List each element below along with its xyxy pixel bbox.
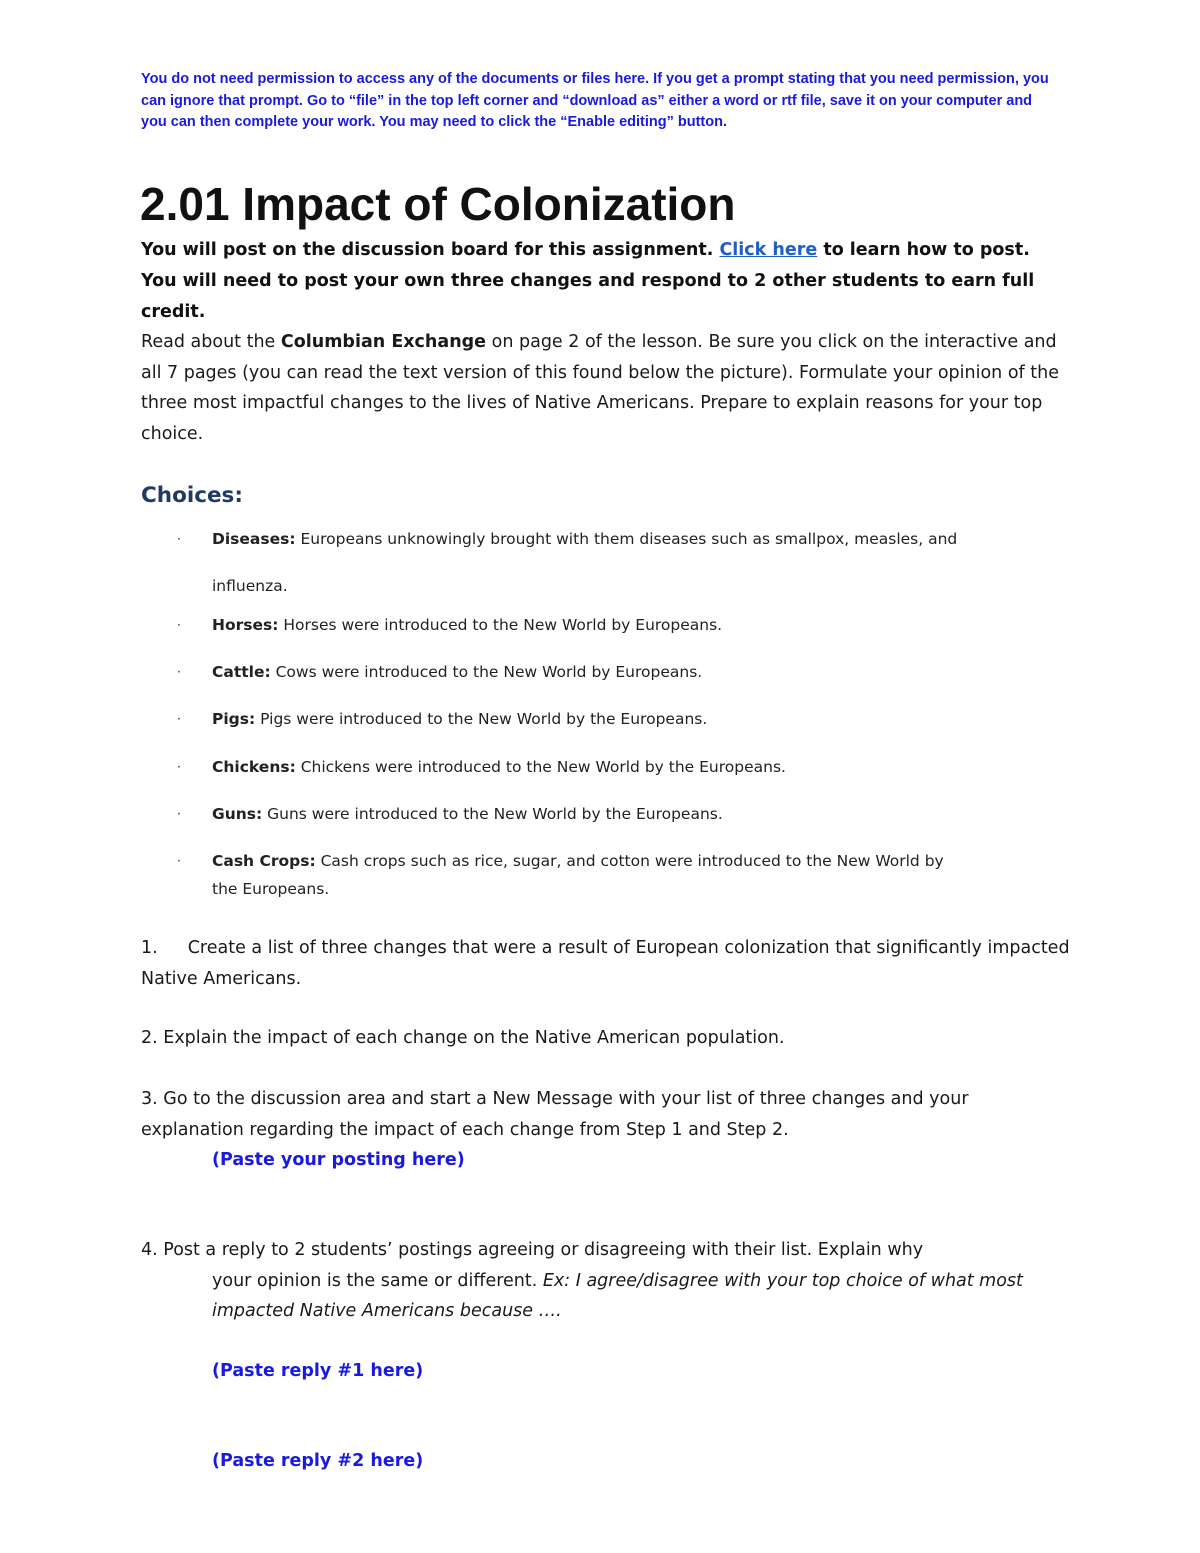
step-4-first-line: 4. Post a reply to 2 students’ postings agreeing or disagreeing with their list. Explain why (141, 1240, 924, 1260)
paste-posting-placeholder[interactable]: (Paste your posting here) (212, 1150, 465, 1170)
reading-instructions (141, 327, 1071, 449)
reading-text-end: on page 2 of the lesson. Be sure you click on the interactive and all 7 pages (you can read the text version of this found below the picture). Formulate your opinion of the three most impactful changes to the lives of Native Americans. Prepare to explain reasons for your top choice. (141, 332, 1059, 444)
bullet-icon: · (177, 618, 181, 632)
bullet-icon: · (177, 665, 181, 679)
paste-reply-2-placeholder[interactable]: (Paste reply #2 here) (212, 1451, 424, 1471)
choice-description: Pigs were introduced to the New World by the Europeans. (255, 710, 708, 728)
assignment-intro (141, 235, 1071, 328)
columbian-exchange-term: Columbian Exchange (280, 332, 487, 352)
choice-term: Chickens: (212, 758, 296, 776)
choice-term: Cash Crops: (212, 852, 316, 870)
choice-description: Europeans unknowingly brought with them diseases such as smallpox, measles, and influenza. (212, 530, 958, 595)
permission-notice: You do not need permission to access any of the documents or files here. If you get a prompt stating that you need permission, you can ignore that prompt. Go to “file” in the top left corner and “download as” either a word or rtf file, save it on your computer and you can then complete your work. You may need to click the “Enable editing” button. (141, 71, 1049, 130)
choice-description: Guns were introduced to the New World by the Europeans. (262, 805, 723, 823)
choice-term: Horses: (212, 616, 279, 634)
choice-term: Guns: (212, 805, 263, 823)
intro-text-start: You will post on the discussion board for this assignment. (141, 240, 720, 260)
choice-term: Cattle: (212, 663, 271, 681)
choice-description: Cows were introduced to the New World by Europeans. (270, 663, 703, 681)
bullet-icon: · (177, 712, 181, 726)
reading-text-start: Read about the (141, 332, 281, 352)
bullet-icon: · (177, 760, 181, 774)
bullet-icon: · (177, 854, 181, 868)
step-1 (141, 933, 1071, 994)
choice-description: Cash crops such as rice, sugar, and cotton were introduced to the New World by the Europeans. (212, 852, 944, 898)
step-3: 3. Go to the discussion area and start a New Message with your list of three changes and your explanation regarding the impact of each change from Step 1 and Step 2. (141, 1089, 969, 1140)
bullet-icon: · (177, 532, 181, 546)
step-2: 2. Explain the impact of each change on the Native American population. (141, 1028, 785, 1048)
choice-term: Pigs: (212, 710, 256, 728)
paste-reply-1-placeholder[interactable]: (Paste reply #1 here) (212, 1361, 424, 1381)
bullet-icon: · (177, 807, 181, 821)
step-4-example: Ex: I agree/disagree with your top choice of what most impacted Native Americans because …. (212, 1270, 1023, 1321)
choices-heading: Choices: (141, 483, 243, 508)
step-1-text: Create a list of three changes that were a result of European colonization that significantly impacted Native Americans. (141, 938, 1070, 989)
choice-description: Chickens were introduced to the New World by the Europeans. (295, 758, 786, 776)
choice-term: Diseases: (212, 530, 296, 548)
page-title: 2.01 Impact of Colonization (140, 178, 736, 230)
click-here-link[interactable]: Click here (719, 240, 818, 260)
step-1-number: 1. (141, 938, 158, 958)
intro-text-end: to learn how to post. You will need to post your own three changes and respond to 2 other students to earn full credit. (141, 240, 1035, 322)
step-4 (141, 1235, 1041, 1327)
choice-description: Horses were introduced to the New World by Europeans. (278, 616, 723, 634)
step-4-text: your opinion is the same or different. (212, 1270, 543, 1291)
